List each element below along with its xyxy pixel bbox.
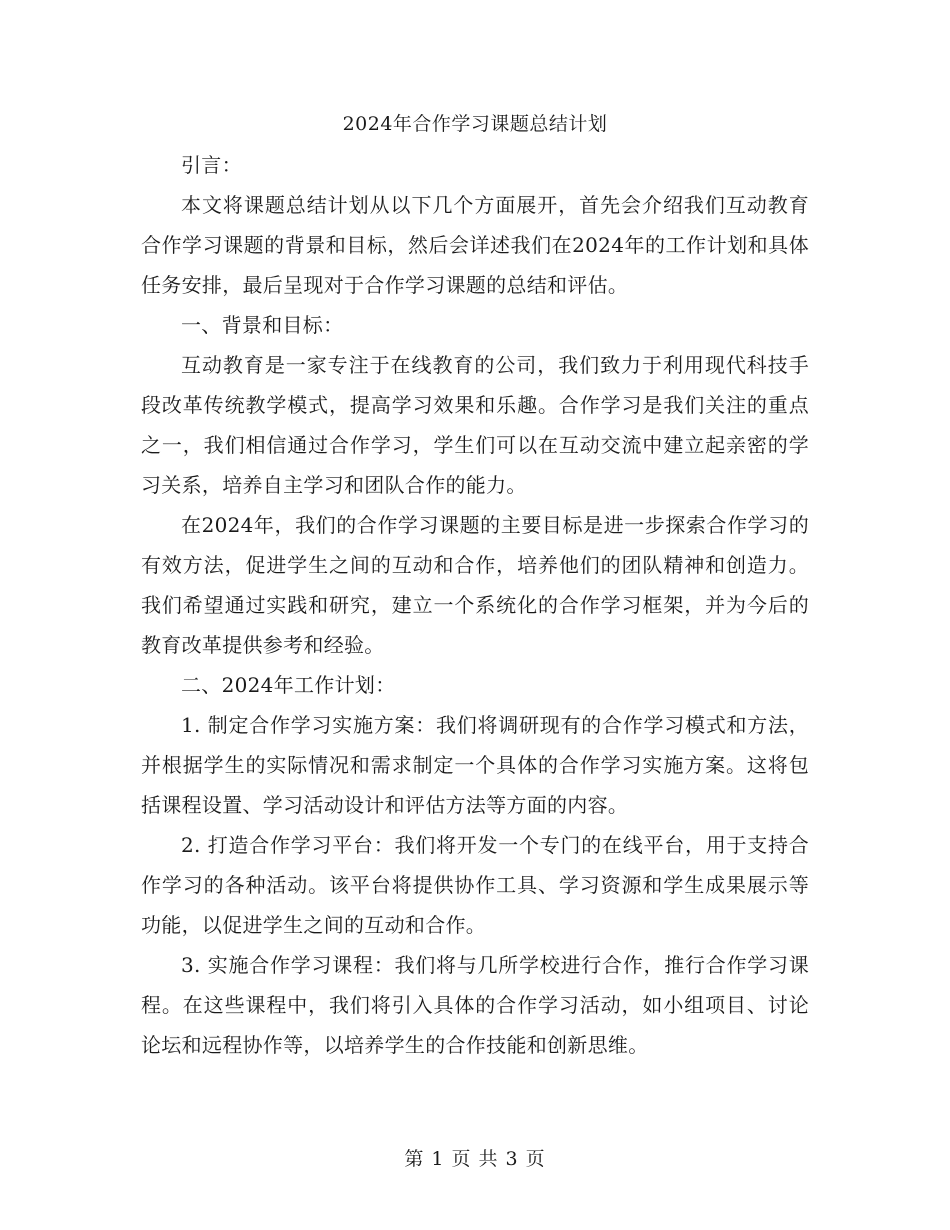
paragraph-intro: 本文将课题总结计划从以下几个方面展开，首先会介绍我们互动教育合作学习课题的背景和目标，然后会详述我们在2024年的工作计划和具体任务安排，最后呈现对于合作学习课题的总结和评估。 bbox=[141, 193, 809, 297]
list-item-plan-1: 1. 制定合作学习实施方案：我们将调研现有的合作学习模式和方法，并根据学生的实际情况和需求制定一个具体的合作学习实施方案。这将包括课程设置、学习活动设计和评估方法等方面的内容。 bbox=[141, 713, 809, 817]
document-body bbox=[141, 145, 809, 1065]
paragraph-intro-heading: 引言： bbox=[181, 153, 242, 177]
paragraph-goals: 在2024年，我们的合作学习课题的主要目标是进一步探索合作学习的有效方法，促进学生之间的互动和合作，培养他们的团队精神和创造力。我们希望通过实践和研究，建立一个系统化的合作学习框架，并为今后的教育改革提供参考和经验。 bbox=[141, 513, 809, 657]
section-heading-background: 一、背景和目标： bbox=[181, 313, 344, 337]
section-heading-work-plan: 二、2024年工作计划： bbox=[181, 673, 396, 697]
document-title: 2024年合作学习课题总结计划 bbox=[342, 113, 608, 135]
list-item-plan-2: 2. 打造合作学习平台：我们将开发一个专门的在线平台，用于支持合作学习的各种活动。该平台将提供协作工具、学习资源和学生成果展示等功能，以促进学生之间的互动和合作。 bbox=[141, 833, 809, 937]
list-item-plan-3: 3. 实施合作学习课程：我们将与几所学校进行合作，推行合作学习课程。在这些课程中，我们将引入具体的合作学习活动，如小组项目、讨论论坛和远程协作等，以培养学生的合作技能和创新思维。 bbox=[141, 953, 809, 1057]
paragraph-background: 互动教育是一家专注于在线教育的公司，我们致力于利用现代科技手段改革传统教学模式，提高学习效果和乐趣。合作学习是我们关注的重点之一，我们相信通过合作学习，学生们可以在互动交流中建立起亲密的学习关系，培养自主学习和团队合作的能力。 bbox=[141, 353, 809, 497]
page-number-footer: 第 1 页 共 3 页 bbox=[404, 1148, 546, 1170]
